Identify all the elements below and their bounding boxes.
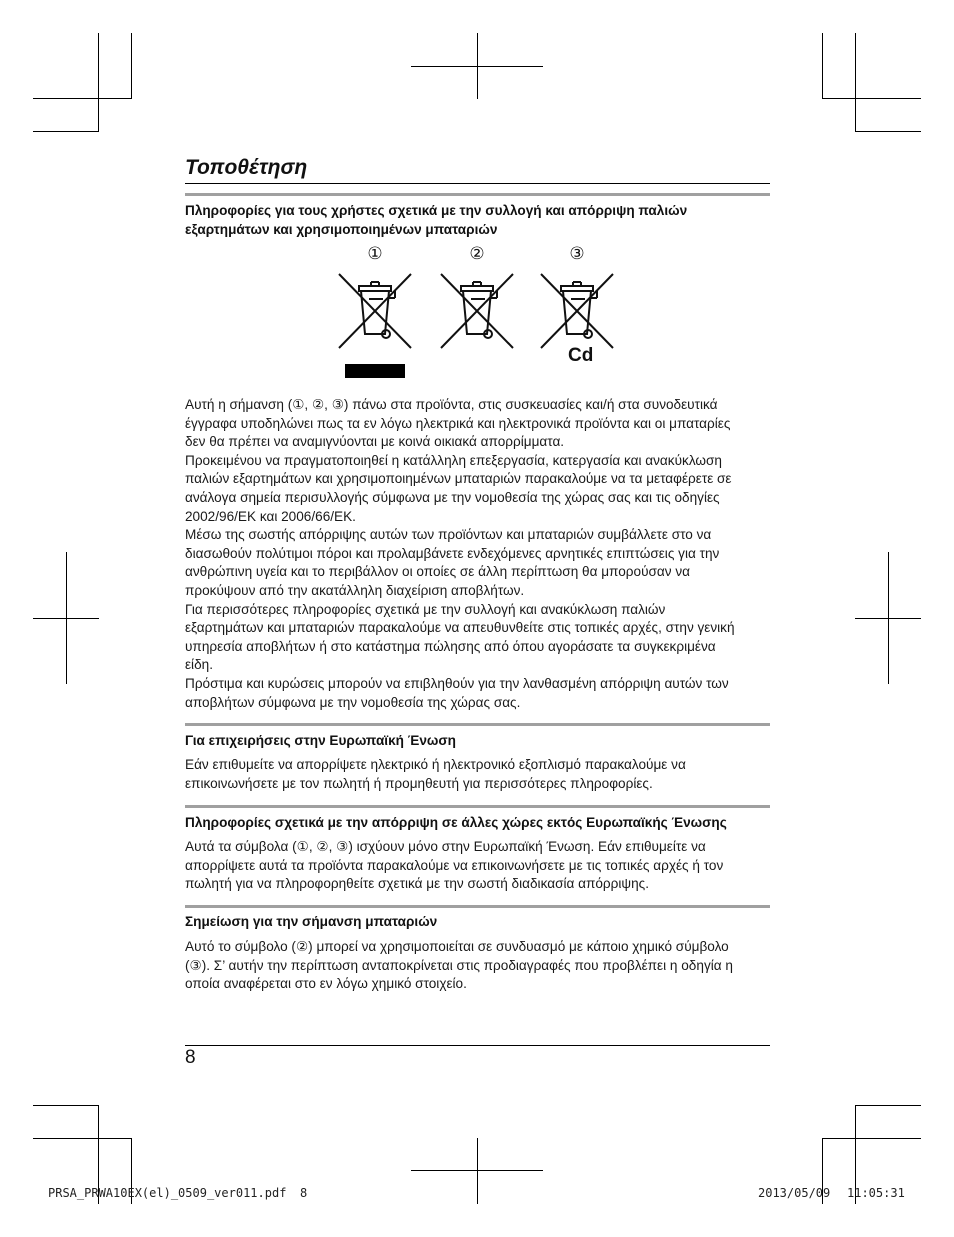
body-line: (③). Σ’ αυτήν την περίπτωση ανταποκρίνεται στις προδιαγραφές που προβλέπει η οδηγία η — [185, 957, 733, 973]
footer-time: 11:05:31 — [847, 1186, 905, 1200]
body-line: οποία αναφέρεται στο εν λόγω χημικό στοιχείο. — [185, 976, 467, 992]
section-divider — [185, 723, 770, 726]
chemical-symbol-label: Cd — [568, 345, 594, 366]
section-heading-battery-note: Σημείωση για την σήμανση μπαταριών — [185, 914, 438, 929]
section-heading-collection-disposal — [185, 201, 770, 239]
body-line: πωλητή για να πληροφορηθείτε σχετικά με την σωστή διαδικασία απόρριψης. — [185, 876, 649, 892]
symbol-label-2: ② — [469, 244, 485, 263]
body-line: παλιών εξαρτημάτων και χρησιμοποιημένων μπαταριών παρακαλούμε να τα μεταφέρετε σε — [185, 471, 732, 487]
body-line: απορρίψετε αυτά τα προϊόντα παρακαλούμε να επικοινωνήσετε με τις τοπικές αρχές ή τον — [185, 857, 724, 873]
crossed-bin-icon — [335, 270, 415, 352]
body-line: Για περισσότερες πληροφορίες σχετικά με την συλλογή και ανακύκλωση παλιών — [185, 601, 666, 617]
body-line: Προκειμένου να πραγματοποιηθεί η κατάλληλη επεξεργασία, κατεργασία και ανακύκλωση — [185, 452, 722, 468]
symbol-label-3: ③ — [569, 244, 585, 263]
body-line: αποβλήτων σύμφωνα με την νομοθεσία της χώρας σας. — [185, 694, 521, 710]
section-body-battery-note — [185, 938, 770, 994]
body-line: 2002/96/ΕΚ και 2006/66/ΕΚ. — [185, 508, 356, 524]
footer-rule — [185, 1045, 770, 1046]
title-rule — [185, 183, 770, 184]
heading-line: Πληροφορίες για τους χρήστες σχετικά με την συλλογή και απόρριψη παλιών — [185, 203, 688, 218]
footer-filename: PRSA_PRWA10EX(el)_0509_ver011.pdf — [48, 1186, 287, 1200]
footer-date: 2013/05/09 — [758, 1186, 831, 1200]
crossed-bin-icon — [537, 270, 617, 352]
page-number: 8 — [185, 1047, 196, 1068]
page-title: Τοποθέτηση — [185, 156, 308, 179]
section-body-non-eu — [185, 838, 770, 894]
body-line: Μέσω της σωστής απόρριψης αυτών των προϊόντων και μπαταριών συμβάλλετε στο να — [185, 527, 712, 543]
symbol-label-1: ① — [367, 244, 383, 263]
section-body-collection-disposal — [185, 396, 770, 712]
body-line: είδη. — [185, 657, 213, 673]
section-body-eu-business — [185, 756, 770, 793]
body-line: δεν θα πρέπει να αναμιγνύονται με κοινά οικιακά απορρίμματα. — [185, 434, 565, 450]
body-line: Αυτά τα σύμβολα (①, ②, ③) ισχύουν μόνο στην Ευρωπαϊκή Ένωση. Εάν επιθυμείτε να — [185, 839, 706, 854]
crossed-bin-icon — [437, 270, 517, 352]
section-divider — [185, 193, 770, 196]
body-line: ανάλογα σημεία περισυλλογής σύμφωνα με την νομοθεσία της χώρας σας και τις οδηγίες — [185, 489, 720, 505]
section-heading-eu-business: Για επιχειρήσεις στην Ευρωπαϊκή Ένωση — [185, 733, 456, 748]
body-line: υπηρεσία αποβλήτων ή στο κατάστημα πώλησης από όπου αγοράσατε τα συγκεκριμένα — [185, 638, 716, 654]
section-divider — [185, 805, 770, 808]
solid-bar-marking — [345, 364, 405, 378]
heading-line: εξαρτημάτων και χρησιμοποιημένων μπαταριών — [185, 222, 498, 237]
body-line: εξαρτημάτων και μπαταριών παρακαλούμε να απευθυνθείτε στις τοπικές αρχές, στην γενική — [185, 620, 735, 636]
body-line: Πρόστιμα και κυρώσεις μπορούν να επιβληθούν για την λανθασμένη απόρριψη αυτών των — [185, 675, 729, 691]
body-line: Αυτό το σύμβολο (②) μπορεί να χρησιμοποιείται σε συνδυασμό με κάποιο χημικό σύμβολο — [185, 939, 729, 954]
body-line: επικοινωνήσετε με τον πωλητή ή προμηθευτή για περισσότερες πληροφορίες. — [185, 775, 653, 791]
body-line: ανθρώπινη υγεία και το περιβάλλον οι οποίες σε άλλη περίπτωση θα μπορούσαν να — [185, 564, 691, 580]
footer-sheet-number: 8 — [300, 1186, 308, 1200]
body-line: έγγραφα υποδηλώνει πως τα εν λόγω ηλεκτρικά και ηλεκτρονικά προϊόντα και οι μπαταρίες — [185, 415, 731, 431]
body-line: Εάν επιθυμείτε να απορρίψετε ηλεκτρικό ή ηλεκτρονικό εξοπλισμό παρακαλούμε να — [185, 757, 686, 772]
body-line: προκύψουν από την ακατάλληλη διαχείριση αποβλήτων. — [185, 582, 525, 598]
body-line: Αυτή η σήμανση (①, ②, ③) πάνω στα προϊόντα, στις συσκευασίες και/ή στα συνοδευτικά — [185, 397, 718, 412]
section-heading-non-eu: Πληροφορίες σχετικά με την απόρριψη σε άλλες χώρες εκτός Ευρωπαϊκής Ένωσης — [185, 815, 727, 830]
body-line: διασωθούν πολύτιμοι πόροι και προλαμβάνετε ενδεχόμενες αρνητικές επιπτώσεις για την — [185, 545, 720, 561]
section-divider — [185, 905, 770, 908]
